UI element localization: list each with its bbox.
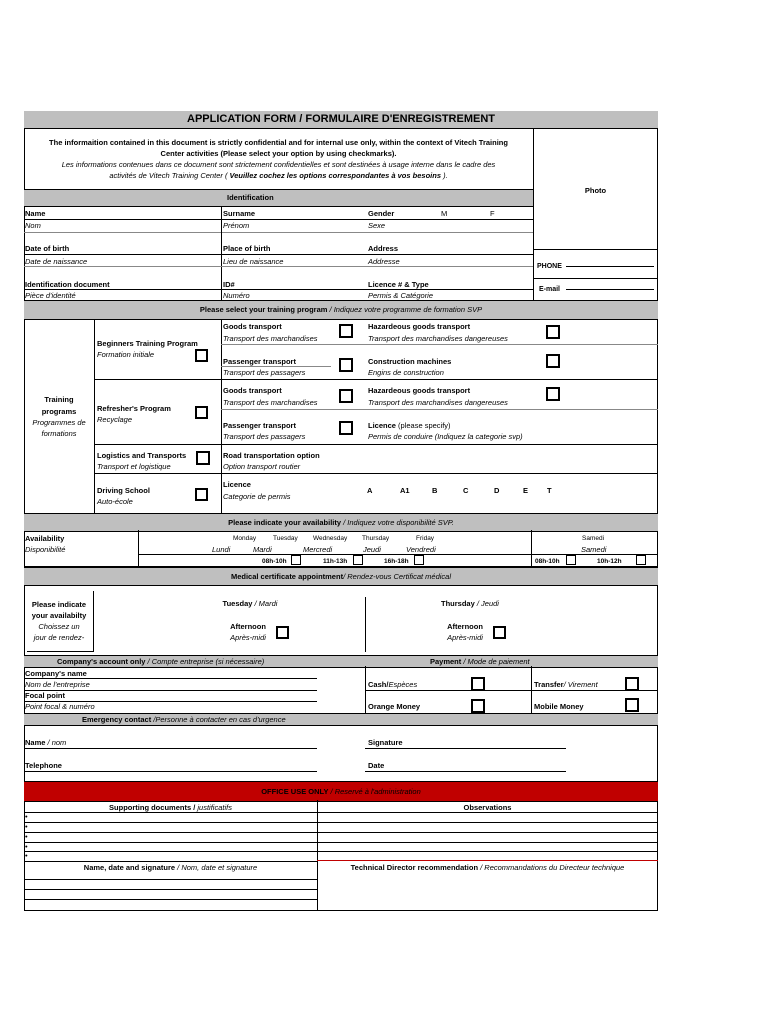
name-label: Name: [25, 209, 46, 218]
medical-left-1: Please indicate: [31, 600, 87, 609]
cash-checkbox[interactable]: [471, 677, 485, 691]
category-a[interactable]: A: [367, 486, 373, 495]
date-label: Date: [368, 761, 385, 770]
intro-line-4a: activités de Vitech Training Center (: [109, 171, 228, 180]
availability-header-fr: / Indiquez votre disponibilité SVP.: [341, 518, 454, 527]
category-c[interactable]: C: [463, 486, 469, 495]
sat-slot-10-12-checkbox[interactable]: [636, 555, 646, 565]
identification-title: Identification: [227, 193, 274, 202]
company-name-label-fr: Nom de l'entreprise: [25, 680, 90, 689]
dob-label-fr: Date de naissance: [25, 257, 88, 266]
hazardous-label-1-fr: Transport des marchandises dangereuses: [368, 334, 508, 343]
director-red-line: [317, 860, 658, 861]
thursday-label: [410, 599, 530, 608]
passenger-label-2-fr: Transport des passagers: [223, 432, 306, 441]
date-field[interactable]: [365, 771, 566, 772]
goods-checkbox-1[interactable]: [339, 324, 353, 338]
availability-header-en: Please indicate your availability: [228, 518, 342, 527]
focal-label-fr: Point focal & numéro: [25, 702, 95, 711]
construction-label-fr: Engins de construction: [368, 368, 444, 377]
licence-type-label-fr: Permis & Catégorie: [368, 291, 434, 300]
doc-bullet-2: •: [25, 822, 28, 831]
telephone-label: Telephone: [25, 761, 62, 770]
mobile-money-checkbox[interactable]: [625, 698, 639, 712]
slot-08-10-checkbox[interactable]: [291, 555, 301, 565]
category-a1[interactable]: A1: [400, 486, 410, 495]
phone-field[interactable]: [566, 266, 654, 267]
day-mercredi: Mercredi: [303, 545, 333, 554]
observations-label: Observations: [463, 803, 512, 812]
road-label: Road transportation option: [223, 451, 320, 460]
thursday-fr: / Jeudi: [474, 599, 499, 608]
payment-header-en: Payment: [430, 657, 462, 666]
tuesday-afternoon-checkbox[interactable]: [276, 626, 289, 639]
refresher-label: Refresher's Program: [97, 404, 171, 413]
office-signature-label: [24, 863, 317, 872]
goods-label-2-fr: Transport des marchandises: [223, 398, 318, 407]
refresher-checkbox[interactable]: [195, 406, 208, 419]
intro-line-1: The informaition contained in this document is strictly confidential and for internal use only, within the context of Vitech Training: [49, 138, 508, 147]
emergency-header-text: [82, 715, 286, 724]
supporting-fr: justificatifs: [195, 803, 232, 812]
office-signature-en: Name, date and signature: [83, 863, 176, 872]
training-side-en-2: programs: [41, 407, 77, 416]
id-doc-label: Identification document: [25, 280, 110, 289]
tuesday-en: Tuesday: [222, 599, 253, 608]
beginners-checkbox[interactable]: [195, 349, 208, 362]
construction-checkbox[interactable]: [546, 354, 560, 368]
phone-label: PHONE: [537, 263, 562, 270]
category-d[interactable]: D: [494, 486, 500, 495]
name-label-fr: Nom: [25, 221, 41, 230]
passenger-checkbox-1[interactable]: [339, 358, 353, 372]
goods-label-2: Goods transport: [223, 386, 282, 395]
intro-line-2: Center activities (Please select your option by using checkmarks).: [160, 149, 397, 158]
emergency-header-en: Emergency contact: [82, 715, 152, 724]
medical-header-text: [24, 572, 658, 581]
licence-specify-fr: Permis de conduire (Indiquez la categorie svp): [368, 432, 523, 441]
licence-type-label: Licence # & Type: [368, 280, 429, 289]
road-label-fr: Option transport routier: [223, 462, 301, 471]
logistics-label-fr: Transport et logistique: [97, 462, 171, 471]
training-header-fr: / Indiquez votre programme de formation SVP: [327, 305, 483, 314]
hazardous-label-1: Hazardeous goods transport: [368, 322, 471, 331]
day-jeudi: Jeudi: [363, 545, 381, 554]
company-name-label: Company's name: [25, 669, 87, 678]
identification-header: [24, 189, 533, 207]
address-label-fr: Addresse: [368, 257, 400, 266]
supporting-docs-label: [24, 803, 317, 812]
goods-checkbox-2[interactable]: [339, 389, 353, 403]
company-header-fr: / Compte entreprise (si nécessaire): [145, 657, 265, 666]
id-num-label-fr: Numéro: [223, 291, 250, 300]
id-doc-label-fr: Pièce d'identité: [25, 291, 76, 300]
photo-label: Photo: [584, 186, 607, 195]
intro-line-4c: ).: [441, 171, 448, 180]
goods-label-1-fr: Transport des marchandises: [223, 334, 318, 343]
thursday-en: Thursday: [441, 599, 475, 608]
company-header-en: Company's account only: [57, 657, 146, 666]
surname-label-fr: Prénom: [223, 221, 250, 230]
thursday-afternoon-checkbox[interactable]: [493, 626, 506, 639]
refresher-label-fr: Recyclage: [97, 415, 133, 424]
pob-label-fr: Lieu de naissance: [223, 257, 284, 266]
office-header-fr: / Reservé à l'administration: [328, 787, 421, 796]
focal-field[interactable]: [24, 701, 317, 702]
goods-label-1: Goods transport: [223, 322, 282, 331]
availability-label-fr: Disponibilité: [25, 545, 66, 554]
cash-en: Cash/: [368, 680, 389, 689]
payment-header-text: [430, 657, 530, 666]
office-header-text: [24, 787, 658, 796]
day-vendredi: Vendredi: [406, 545, 436, 554]
emergency-header-fr: /Personne à contacter en cas d'urgence: [151, 715, 286, 724]
mobile-money-label: Mobile Money: [534, 702, 584, 711]
telephone-field[interactable]: [24, 771, 317, 772]
day-monday: Monday: [233, 535, 257, 542]
gender-label-fr: Sexe: [368, 221, 386, 230]
transfer-fr: / Virement: [563, 680, 598, 689]
focal-label: Focal point: [25, 691, 65, 700]
emergency-name-label: [25, 738, 66, 747]
driving-licence-label: Licence: [223, 480, 251, 489]
id-num-label: ID#: [223, 280, 235, 289]
driving-label-fr: Auto-école: [97, 497, 133, 506]
tuesday-afternoon: Afternoon: [230, 622, 266, 631]
training-side-en-1: Training: [44, 395, 74, 404]
surname-label: Surname: [223, 209, 256, 218]
beginners-label-fr: Formation initiale: [97, 350, 155, 359]
emergency-name-fr: / nom: [45, 738, 67, 747]
driving-licence-label-fr: Categorie de permis: [223, 492, 291, 501]
company-name-field[interactable]: [24, 678, 317, 679]
day-thursday: Thursday: [362, 535, 390, 542]
passenger-label-1: Passenger transport: [223, 357, 296, 366]
day-samedi: Samedi: [581, 545, 607, 554]
transfer-en: Transfer: [534, 680, 564, 689]
passenger-label-2: Passenger transport: [223, 421, 296, 430]
driving-checkbox[interactable]: [195, 488, 208, 501]
passenger-label-1-fr: Transport des passagers: [223, 368, 306, 377]
day-lundi: Lundi: [212, 545, 231, 554]
office-signature-fr: / Nom, date et signature: [175, 863, 258, 872]
doc-bullet-1: •: [25, 812, 28, 821]
signature-field[interactable]: [365, 748, 566, 749]
office-header-en: OFFICE USE ONLY: [261, 787, 329, 796]
hazardous-label-2: Hazardeous goods transport: [368, 386, 471, 395]
slot-11-13-checkbox[interactable]: [353, 555, 363, 565]
slot-16-18-checkbox[interactable]: [414, 555, 424, 565]
availability-header-text: [24, 518, 658, 527]
email-field[interactable]: [566, 289, 654, 290]
address-label: Address: [368, 244, 399, 253]
training-side-fr-2: formations: [41, 429, 77, 438]
doc-bullet-5: •: [25, 851, 28, 860]
medical-left-2: your availabilty: [31, 611, 87, 620]
transfer-checkbox[interactable]: [625, 677, 639, 691]
medical-left-3: Choissez un: [38, 622, 80, 631]
licence-specify-sub: (please specify): [395, 421, 451, 430]
medical-header-fr: / Rendez-vous Certificat médical: [343, 572, 452, 581]
medical-header-en: Medical certificate appointment: [230, 572, 344, 581]
tuesday-fr: / Mardi: [252, 599, 278, 608]
cash-fr: Espèces: [388, 680, 418, 689]
emergency-name-en: Name: [25, 738, 46, 747]
driving-label: Driving School: [97, 486, 150, 495]
sat-slot-10-12: 10h-12h: [597, 558, 622, 565]
gender-f[interactable]: F: [490, 209, 495, 218]
email-label: E-mail: [539, 286, 561, 293]
intro-line-4: [24, 171, 533, 180]
sat-slot-08-10-checkbox[interactable]: [566, 555, 576, 565]
payment-header-fr: / Mode de paiement: [461, 657, 530, 666]
hazardous-checkbox-1[interactable]: [546, 325, 560, 339]
training-side-fr-1: Programmes de: [32, 418, 86, 427]
beginners-label: Beginners Training Program: [97, 339, 198, 348]
hazardous-checkbox-2[interactable]: [546, 387, 560, 401]
category-b[interactable]: B: [432, 486, 438, 495]
logistics-checkbox[interactable]: [196, 451, 210, 465]
thursday-afternoon: Afternoon: [447, 622, 483, 631]
doc-bullet-3: •: [25, 832, 28, 841]
day-mardi: Mardi: [253, 545, 272, 554]
director-fr: / Recommandations du Directeur technique: [478, 863, 625, 872]
licence-specify-label: [368, 421, 451, 430]
availability-label: Availability: [25, 534, 65, 543]
thursday-afternoon-fr: Après-midi: [447, 633, 483, 642]
hazardous-label-2-fr: Transport des marchandises dangereuses: [368, 398, 508, 407]
page-title: APPLICATION FORM / FORMULAIRE D'ENREGISTREMENT: [187, 113, 495, 125]
director-en: Technical Director recommendation: [350, 863, 479, 872]
orange-money-checkbox[interactable]: [471, 699, 485, 713]
dob-label: Date of birth: [25, 244, 70, 253]
intro-line-3: Les informations contenues dans ce document sont strictement confidentielles et sont destinées à usage interne dans le cadre des: [61, 160, 496, 169]
gender-m[interactable]: M: [441, 209, 448, 218]
passenger-checkbox-2[interactable]: [339, 421, 353, 435]
emergency-name-field[interactable]: [24, 748, 317, 749]
tuesday-afternoon-fr: Après-midi: [230, 633, 266, 642]
pob-label: Place of birth: [223, 244, 271, 253]
transfer-label: [534, 680, 598, 689]
slot-11-13: 11h-13h: [323, 558, 348, 565]
day-friday: Friday: [416, 535, 435, 542]
gender-label: Gender: [368, 209, 395, 218]
category-e[interactable]: E: [523, 486, 529, 495]
day-saturday: Samedi: [582, 535, 605, 542]
slot-16-18: 16h-18h: [384, 558, 409, 565]
tuesday-label: [190, 599, 310, 608]
signature-label: Signature: [368, 738, 403, 747]
construction-label: Construction machines: [368, 357, 452, 366]
doc-bullet-4: •: [25, 842, 28, 851]
orange-money-label: Orange Money: [368, 702, 421, 711]
day-tuesday: Tuesday: [273, 535, 298, 542]
logistics-label: Logistics and Transports: [97, 451, 187, 460]
training-header-en: Please select your training program: [199, 305, 328, 314]
category-t[interactable]: T: [547, 486, 552, 495]
supporting-en: Supporting documents /: [109, 803, 196, 812]
director-label: [317, 863, 658, 872]
sat-slot-08-10: 08h-10h: [535, 558, 560, 565]
cash-label: [368, 680, 417, 689]
training-header-text: [24, 305, 658, 314]
medical-left-4: jour de rendez-: [33, 633, 85, 642]
day-wednesday: Wednesday: [313, 535, 348, 542]
slot-08-10: 08h-10h: [262, 558, 287, 565]
company-header-text: [57, 657, 264, 666]
intro-line-4b: Veuillez cochez les options correspondantes à vos besoins: [227, 171, 441, 180]
licence-specify-en: Licence: [368, 421, 396, 430]
